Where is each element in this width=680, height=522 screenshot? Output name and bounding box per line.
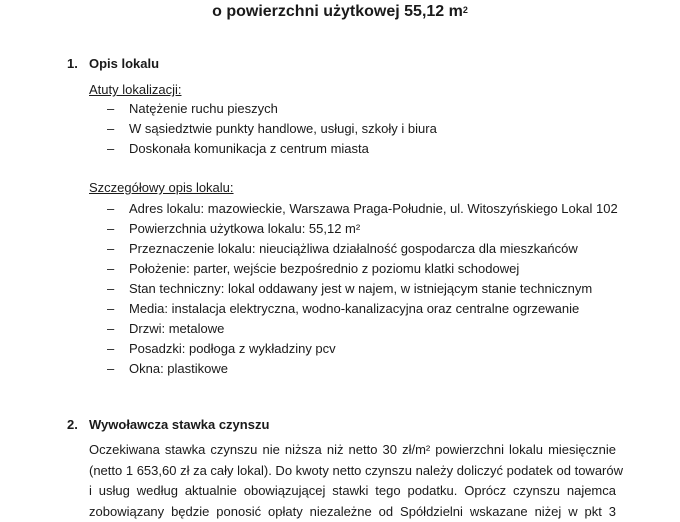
- dash-bullet: –: [89, 119, 129, 139]
- szczegoly-list-item: [89, 199, 618, 219]
- szczegoly-list-item: [89, 319, 618, 339]
- paragraph-line: zobowiązany będzie ponosić opłaty niezależne od Spółdzielni wskazane niżej w pkt 3: [89, 502, 616, 522]
- szczegoly-list-item-text: Drzwi: metalowe: [129, 321, 224, 336]
- szczegoly-list-item: [89, 219, 618, 239]
- szczegoly-list-item-text: Powierzchnia użytkowa lokalu: 55,12 m²: [129, 221, 360, 236]
- document-title-superscript: 2: [463, 5, 468, 15]
- atuty-label: Atuty lokalizacji:: [89, 82, 181, 98]
- dash-bullet: –: [89, 359, 129, 379]
- dash-bullet: –: [89, 279, 129, 299]
- szczegoly-list-item-text: Adres lokalu: mazowieckie, Warszawa Praga-Południe, ul. Witoszyńskiego Lokal 102: [129, 201, 618, 216]
- szczegoly-list-item: [89, 279, 618, 299]
- szczegoly-list-item-text: Media: instalacja elektryczna, wodno-kanalizacyjna oraz centralne ogrzewanie: [129, 301, 579, 316]
- dash-bullet: –: [89, 139, 129, 159]
- document-title: [0, 2, 680, 22]
- dash-bullet: –: [89, 319, 129, 339]
- atuty-list-item-text: Natężenie ruchu pieszych: [129, 101, 278, 116]
- szczegoly-list-item-text: Położenie: parter, wejście bezpośrednio z poziomu klatki schodowej: [129, 261, 519, 276]
- szczegoly-list-item: [89, 259, 618, 279]
- dash-bullet: –: [89, 299, 129, 319]
- section-2-heading: [67, 417, 269, 433]
- szczegoly-list-item: [89, 339, 618, 359]
- szczegoly-list-item: [89, 239, 618, 259]
- szczegoly-list-item: [89, 299, 618, 319]
- atuty-list-item-text: W sąsiedztwie punkty handlowe, usługi, szkoły i biura: [129, 121, 437, 136]
- section-1-title: Opis lokalu: [89, 56, 159, 71]
- dash-bullet: –: [89, 259, 129, 279]
- szczegoly-list-item: [89, 359, 618, 379]
- atuty-list-item: [89, 139, 437, 159]
- szczegoly-list-item-text: Posadzki: podłoga z wykładziny pcv: [129, 341, 336, 356]
- szczegoly-label: Szczegółowy opis lokalu:: [89, 180, 234, 196]
- section-2-number: 2.: [67, 417, 89, 433]
- szczegoly-list-item-text: Przeznaczenie lokalu: nieuciążliwa działalność gospodarcza dla mieszkańców: [129, 241, 578, 256]
- atuty-list-item: [89, 99, 437, 119]
- szczegoly-list-item-text: Stan techniczny: lokal oddawany jest w najem, w istniejącym stanie technicznym: [129, 281, 592, 296]
- paragraph-line: (netto 1 653,60 zł za cały lokal). Do kwoty netto czynszu należy doliczyć podatek od towarów: [89, 461, 616, 482]
- dash-bullet: –: [89, 239, 129, 259]
- atuty-list-item-text: Doskonała komunikacja z centrum miasta: [129, 141, 369, 156]
- paragraph-line: Oczekiwana stawka czynszu nie niższa niż netto 30 zł/m² powierzchni lokalu miesięcznie: [89, 440, 616, 461]
- atuty-list-item: [89, 119, 437, 139]
- dash-bullet: –: [89, 99, 129, 119]
- section-1-number: 1.: [67, 56, 89, 72]
- szczegoly-list: [89, 199, 618, 379]
- atuty-list: [89, 99, 437, 159]
- document-title-text: o powierzchni użytkowej 55,12 m: [212, 3, 463, 20]
- szczegoly-list-item-text: Okna: plastikowe: [129, 361, 228, 376]
- paragraph-line: i usług według aktualnie obowiązującej stawki tego podatku. Oprócz czynszu najemca: [89, 481, 616, 502]
- dash-bullet: –: [89, 199, 129, 219]
- section-1-heading: [67, 56, 159, 72]
- section-2-title: Wywoławcza stawka czynszu: [89, 417, 269, 432]
- dash-bullet: –: [89, 339, 129, 359]
- dash-bullet: –: [89, 219, 129, 239]
